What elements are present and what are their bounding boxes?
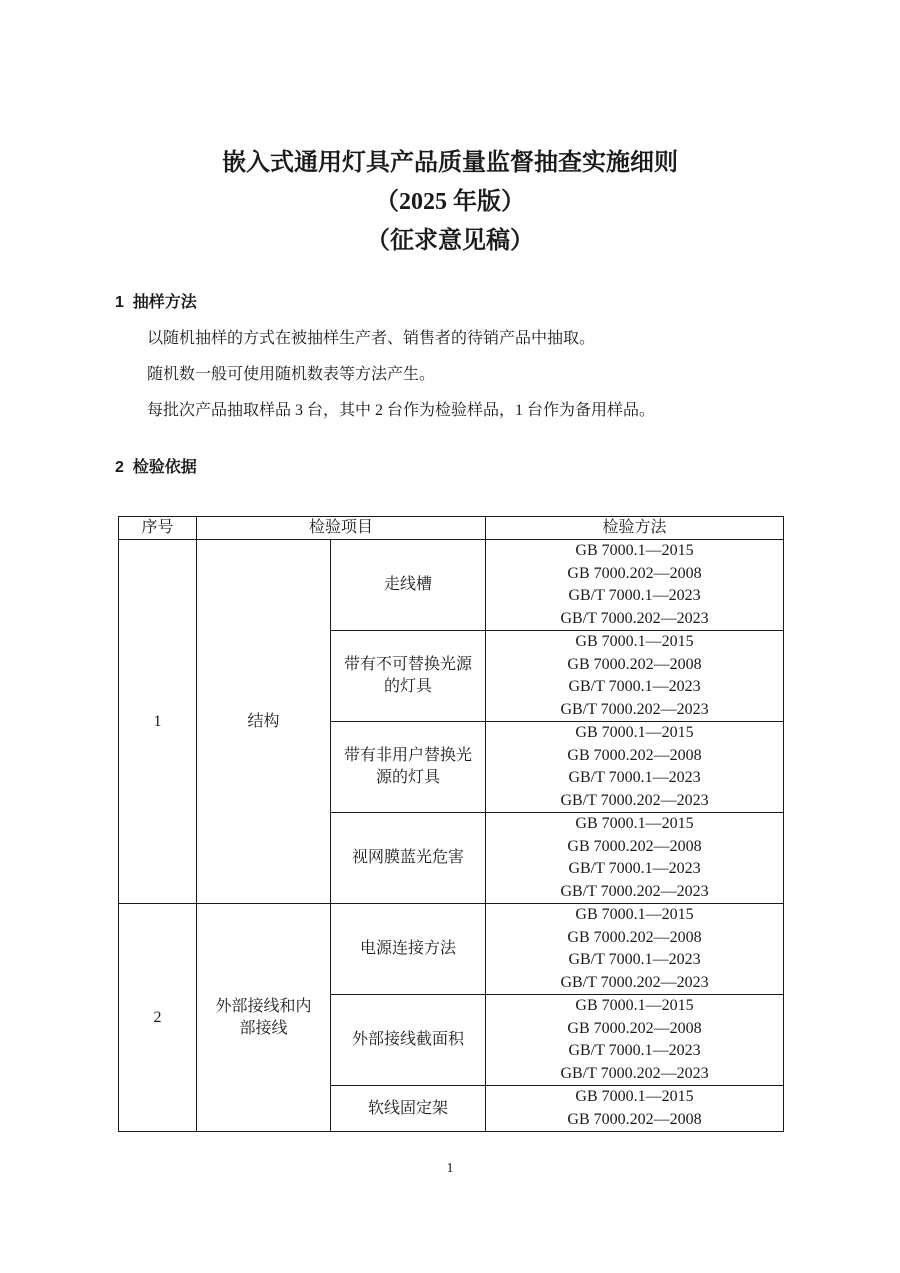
method-line: GB/T 7000.202—2023 [560, 1064, 709, 1082]
inspection-table [118, 516, 784, 1132]
table-body [119, 540, 784, 1132]
section-1-paragraph-3: 每批次产品抽取样品 3 台，其中 2 台作为检验样品，1 台作为备用样品。 [147, 402, 656, 419]
method-line: GB/T 7000.202—2023 [560, 882, 709, 900]
category-cell: 外部接线和内部接线 [197, 904, 331, 1132]
category-cell: 结构 [197, 540, 331, 904]
row-number-cell: 2 [119, 904, 197, 1132]
title-line-2: （2025 年版） [375, 189, 525, 215]
method-line: GB 7000.202—2008 [567, 1019, 702, 1037]
methods-cell [486, 904, 784, 995]
method-line: GB 7000.202—2008 [567, 837, 702, 855]
title-line-1: 嵌入式通用灯具产品质量监督抽查实施细则 [222, 150, 678, 176]
section-1-paragraph-2: 随机数一般可使用随机数表等方法产生。 [147, 366, 436, 383]
method-line: GB/T 7000.1—2023 [568, 678, 701, 695]
item-cell: 视网膜蓝光危害 [331, 813, 486, 904]
section-1-paragraph-1: 以随机抽样的方式在被抽样生产者、销售者的待销产品中抽取。 [147, 330, 596, 347]
page-content [0, 144, 900, 1132]
method-line: GB 7000.202—2008 [567, 564, 702, 582]
item-cell: 软线固定架 [331, 1086, 486, 1132]
method-line: GB/T 7000.1—2023 [568, 587, 701, 604]
method-line: GB 7000.1—2015 [575, 815, 694, 832]
column-header-item: 检验项目 [197, 517, 486, 540]
section-1-heading: 1 抽样方法 [115, 294, 197, 311]
document-title [115, 144, 785, 261]
methods-cell [486, 722, 784, 813]
item-cell: 走线槽 [331, 540, 486, 631]
method-line: GB 7000.1—2015 [575, 1088, 694, 1105]
method-line: GB/T 7000.1—2023 [568, 951, 701, 968]
row-number-cell: 1 [119, 540, 197, 904]
methods-cell [486, 540, 784, 631]
method-line: GB 7000.202—2008 [567, 1110, 702, 1128]
method-line: GB/T 7000.202—2023 [560, 973, 709, 991]
method-line: GB/T 7000.1—2023 [568, 860, 701, 877]
method-line: GB/T 7000.202—2023 [560, 609, 709, 627]
methods-cell [486, 1086, 784, 1132]
method-line: GB 7000.1—2015 [575, 633, 694, 650]
method-line: GB 7000.1—2015 [575, 906, 694, 923]
method-line: GB 7000.1—2015 [575, 997, 694, 1014]
table-header-row [119, 517, 784, 540]
item-cell: 外部接线截面积 [331, 995, 486, 1086]
item-cell: 带有非用户替换光源的灯具 [331, 722, 486, 813]
method-line: GB 7000.1—2015 [575, 542, 694, 559]
methods-cell [486, 995, 784, 1086]
column-header-number: 序号 [119, 517, 197, 540]
method-line: GB 7000.202—2008 [567, 928, 702, 946]
method-line: GB/T 7000.1—2023 [568, 769, 701, 786]
table-row [119, 904, 784, 995]
item-cell: 带有不可替换光源的灯具 [331, 631, 486, 722]
method-line: GB 7000.202—2008 [567, 746, 702, 764]
table-row [119, 540, 784, 631]
title-line-3: （征求意见稿） [366, 228, 534, 254]
section-2-heading: 2 检验依据 [115, 459, 197, 476]
method-line: GB/T 7000.202—2023 [560, 700, 709, 718]
method-line: GB/T 7000.202—2023 [560, 791, 709, 809]
method-line: GB/T 7000.1—2023 [568, 1042, 701, 1059]
page-number: 1 [446, 1161, 454, 1176]
column-header-method: 检验方法 [486, 517, 784, 540]
method-line: GB 7000.1—2015 [575, 724, 694, 741]
item-cell: 电源连接方法 [331, 904, 486, 995]
methods-cell [486, 631, 784, 722]
method-line: GB 7000.202—2008 [567, 655, 702, 673]
methods-cell [486, 813, 784, 904]
